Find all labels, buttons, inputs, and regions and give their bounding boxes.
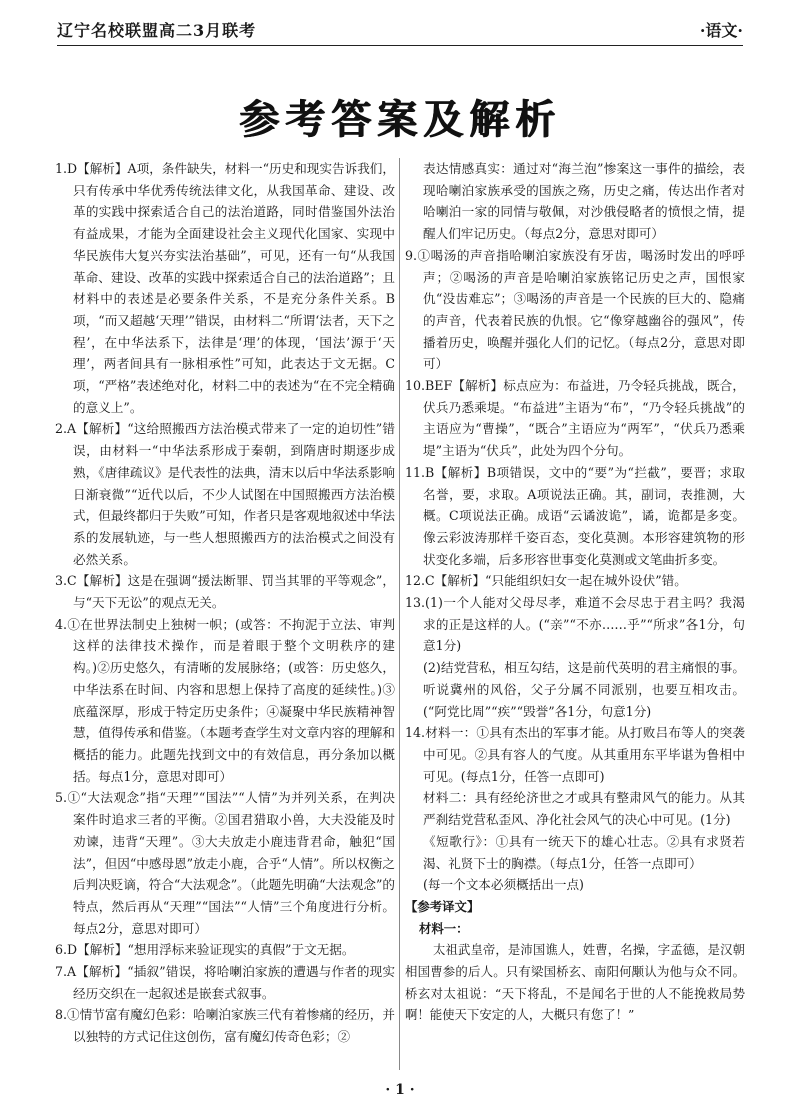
answer-item: 8.①情节富有魔幻色彩：哈喇泊家族三代有着惨痛的经历，并以独特的方式记住这创伤，富有魔幻传奇色彩；② [55, 1007, 395, 1045]
answer-item: 9.①喝汤的声音指哈喇泊家族没有牙齿，喝汤时发出的呼呼声；②喝汤的声音是哈喇泊家族铭记历史之声，国恨家仇“没齿难忘”；③喝汤的声音是一个民族的巨大的、隐痛的声音，代表着民族的仇恨。它“像穿越幽谷的强风”，传播着历史，唤醒并强化人们的记忆。（每点2分，意思对即可） [405, 247, 745, 372]
answer-item: 5.①“大法观念”指“天理”“国法”“人情”为并列关系，在判决案件时追求三者的平衡。②国君猎取小兽，大夫没能及时劝谏，违背“天理”。③大夫放走小鹿违背君命，触犯“国法”，但因“中感母恩”放走小鹿，合乎“人情”。所以权衡之后判决贬谪，符合“大法观念”。（此题先明确“大法观念”的特点，然后再从“天理”“国法”“人情”三个角度进行分析。每点2分，意思对即可） [55, 790, 395, 936]
answer-item: 4.①在世界法制史上独树一帜；(或答：不拘泥于立法、审判这样的法律技术操作，而是着眼于整个文明秩序的建构。)②历史悠久，有清晰的发展脉络；(或答：历史悠久，中华法系在时间、内容和思想上保持了高度的延续性。)③底蕴深厚，形成于特定历史条件；④凝聚中华民族精神智慧，值得传承和借鉴。（本题考查学生对文章内容的理解和概括的能力。此题先找到文中的有效信息，再分条加以概括。每点1分，意思对即可） [55, 616, 395, 784]
answer-item: 2.A【解析】“这给照搬西方法治模式带来了一定的迫切性”错误，由材料一“中华法系形成于秦朝，到隋唐时期逐步成熟，《唐律疏议》是代表性的法典，清末以后中华法系影响日渐衰微”“近代以后，不少人试图在中国照搬西方法治模式，但最终都归于失败”可知，作者只是客观地叙述中华法系的发展轨迹，与一些人想照搬西方的法治模式之间没有必然关系。 [55, 421, 395, 567]
answer-continuation: (2)结党营私，相互勾结，这是前代英明的君主痛恨的事。听说冀州的风俗，父子分属不同派别，也要互相攻击。(“阿党比周”“疾”“毁誉”各1分，句意1分) [423, 660, 745, 719]
translation-subheading: 材料一： [419, 920, 469, 936]
answer-item: 1.D【解析】A项，条件缺失，材料一“历史和现实告诉我们，只有传承中华优秀传统法律文化，从我国革命、建设、改革的实践中探索适合自己的法治道路，同时借鉴国外法治有益成果，才能为全面建设社会主义现代化国家、实现中华民族伟大复兴夯实法治基础”，可见，还有一句“从我国革命、建设、改革的实践中探索适合自己的法治道路”；且材料中的表述是必要条件关系，不是充分条件关系。B项，“而又超越‘天理’”错误，由材料二“所谓‘法者，天下之程’，在中华法系下，法律是‘理’的体现，‘国法’源于‘天理’，两者间具有一脉相承性”可知，此表达于文无据。C项，“严格”表述绝对化，材料二中的表述为“在不完全精确的意义上”。 [55, 161, 395, 415]
answer-item: 3.C【解析】这是在强调“援法断罪、罚当其罪的平等观念”，与“天下无讼”的观点无关。 [55, 573, 395, 611]
translation-heading: 【参考译文】 [405, 898, 480, 914]
right-column [405, 158, 745, 1070]
answer-item: 13.(1)一个人能对父母尽孝，难道不会尽忠于君主吗？我渴求的正是这样的人。(“亲”“不亦……乎”“所求”各1分，句意1分) [405, 595, 745, 654]
page-title: 参考答案及解析 [239, 97, 561, 143]
subject-label: ·语文· [699, 21, 743, 40]
answer-continuation: (每一个文本必须概括出一点) [423, 877, 584, 893]
answer-item: 11.B【解析】B项错误，文中的“要”为“拦截”，要晋；求取名誉，要，求取。A项说法正确。其，副词，表推测，大概。C项说法正确。成语“云谲波诡”，谲，诡都是多变。像云彩波涛那样千姿百态，变化莫测。本形容建筑物的形状变化多端，后多形容世事变化莫测或文笔曲折多变。 [405, 464, 745, 567]
answer-item: 14.材料一：①具有杰出的军事才能。从打败吕布等人的突袭中可见。②具有容人的气度。从其重用东平毕谌为鲁相中可见。(每点1分，任答一点即可) [405, 725, 745, 784]
answer-item: 7.A【解析】“插叙”错误，将哈喇泊家族的遭遇与作者的现实经历交织在一起叙述是嵌套式叙事。 [55, 964, 395, 1001]
answer-continuation: 材料二：具有经纶济世之才或具有整肃风气的能力。从其严刹结党营私歪风、净化社会风气的决心中可见。(1分) [423, 790, 745, 828]
answer-columns [55, 158, 745, 1070]
answer-continuation: 表达情感真实：通过对“海兰泡”惨案这一事件的描绘，表现哈喇泊家族承受的国族之殇，历史之痛，传达出作者对哈喇泊一家的同情与敬佩，对沙俄侵略者的愤恨之情，提醒人们牢记历史。（每点2分，意思对即可） [423, 161, 745, 242]
translation-body: 太祖武皇帝，是沛国谯人，姓曹，名操，字孟德，是汉朝相国曹参的后人。只有梁国桥玄、南阳何颙认为他与众不同。桥玄对太祖说：“天下将乱，不是闻名于世的人不能挽救局势啊！能使天下安定的人，大概只有您了！” [405, 942, 745, 1023]
exam-name: 辽宁名校联盟高二3月联考 [57, 21, 257, 40]
left-column [55, 158, 395, 1070]
answer-item: 12.C【解析】“只能组织妇女一起在城外设伏”错。 [405, 573, 687, 589]
page-number: · 1 · [385, 1082, 415, 1098]
page-header [57, 14, 743, 46]
answer-continuation: 《短歌行》：①具有一统天下的雄心壮志。②具有求贤若渴、礼贤下士的胸襟。（每点1分，任答一点即可） [423, 833, 745, 871]
answer-item: 10.BEF【解析】标点应为：布益进，乃令轻兵挑战，既合，伏兵乃悉乘堤。“布益进”主语为“布”，“乃令轻兵挑战”的主语应为“曹操”，“既合”主语应为“两军”，“伏兵乃悉乘堤”主语为“伏兵”，此处为四个分句。 [405, 378, 745, 459]
answer-item: 6.D【解析】“想用浮标来验证现实的真假”于文无据。 [55, 942, 355, 958]
